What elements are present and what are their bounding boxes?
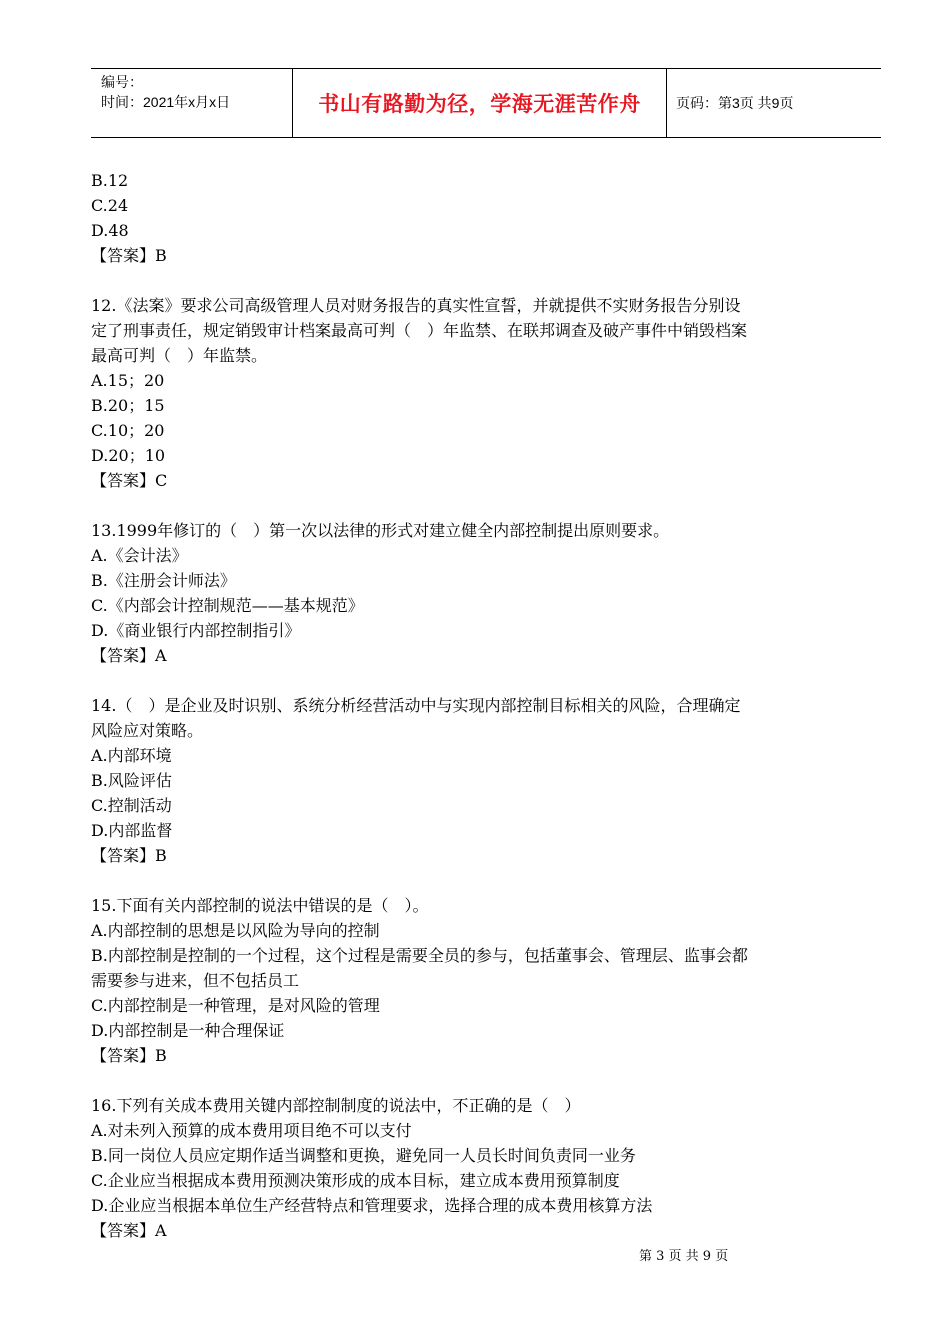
option-text: B.20；15 [91,396,165,415]
option-text: D.48 [91,221,129,240]
option-text: A.《会计法》 [91,546,188,565]
option-text: B.《注册会计师法》 [91,571,236,590]
header-left-cell [91,69,292,137]
time-label: 时间：2021年x月x日 [101,94,231,110]
question-text: 13.1999年修订的（ ）第一次以法律的形式对建立健全内部控制提出原则要求。 [91,521,670,540]
question-text: 14.（ ）是企业及时识别、系统分析经营活动中与实现内部控制目标相关的风险，合理确定 [91,696,741,715]
question-block [91,293,886,493]
option-text: C.《内部会计控制规范——基本规范》 [91,596,364,615]
option-text: D.《商业银行内部控制指引》 [91,621,301,640]
answer-text: 【答案】B [91,246,167,265]
option-text: C.企业应当根据成本费用预测决策形成的成本目标，建立成本费用预算制度 [91,1171,620,1190]
option-text: B.12 [91,171,129,190]
question-text: 12.《法案》要求公司高级管理人员对财务报告的真实性宣誓，并就提供不实财务报告分别设 [91,296,741,315]
option-text: B.同一岗位人员应定期作适当调整和更换，避免同一人员长时间负责同一业务 [91,1146,636,1165]
question-text: 16.下列有关成本费用关键内部控制制度的说法中，不正确的是（ ） [91,1096,581,1115]
option-text: A.对未列入预算的成本费用项目绝不可以支付 [91,1121,412,1140]
question-text: 定了刑事责任，规定销毁审计档案最高可判（ ）年监禁、在联邦调查及破产事件中销毁档案 [91,321,748,340]
option-text: C.内部控制是一种管理，是对风险的管理 [91,996,380,1015]
option-text: A.15；20 [91,371,165,390]
question-text: 风险应对策略。 [91,721,204,740]
question-block [91,1093,886,1243]
answer-text: 【答案】B [91,1046,167,1065]
option-text: D.内部控制是一种合理保证 [91,1021,285,1040]
option-text: D.企业应当根据本单位生产经营特点和管理要求，选择合理的成本费用核算方法 [91,1196,653,1215]
serial-number-label: 编号： [101,74,143,90]
option-text: A.内部环境 [91,746,172,765]
option-text: C.控制活动 [91,796,172,815]
option-text: C.24 [91,196,129,215]
option-text: B.风险评估 [91,771,172,790]
header-motto: 书山有路勤为径，学海无涯苦作舟 [292,69,667,137]
question-block [91,893,886,1068]
option-text: C.10；20 [91,421,165,440]
option-text: D.20；10 [91,446,166,465]
question-block [91,518,886,668]
question-list [91,168,886,1268]
option-text: B.内部控制是控制的一个过程，这个过程是需要全员的参与，包括董事会、管理层、监事会都 [91,946,748,965]
question-block [91,693,886,868]
answer-text: 【答案】C [91,471,168,490]
option-text: D.内部监督 [91,821,173,840]
option-text: 需要参与进来，但不包括员工 [91,971,300,990]
page-header [91,68,881,138]
option-text: A.内部控制的思想是以风险为导向的控制 [91,921,380,940]
header-page-info: 页码：第3页 共9页 [676,95,794,111]
question-text: 15.下面有关内部控制的说法中错误的是（ ）。 [91,896,429,915]
answer-text: 【答案】A [91,1221,167,1240]
answer-text: 【答案】B [91,846,167,865]
page-footer: 第 3 页 共 9 页 [639,1249,729,1264]
question-block [91,168,886,268]
answer-text: 【答案】A [91,646,167,665]
question-text: 最高可判（ ）年监禁。 [91,346,268,365]
